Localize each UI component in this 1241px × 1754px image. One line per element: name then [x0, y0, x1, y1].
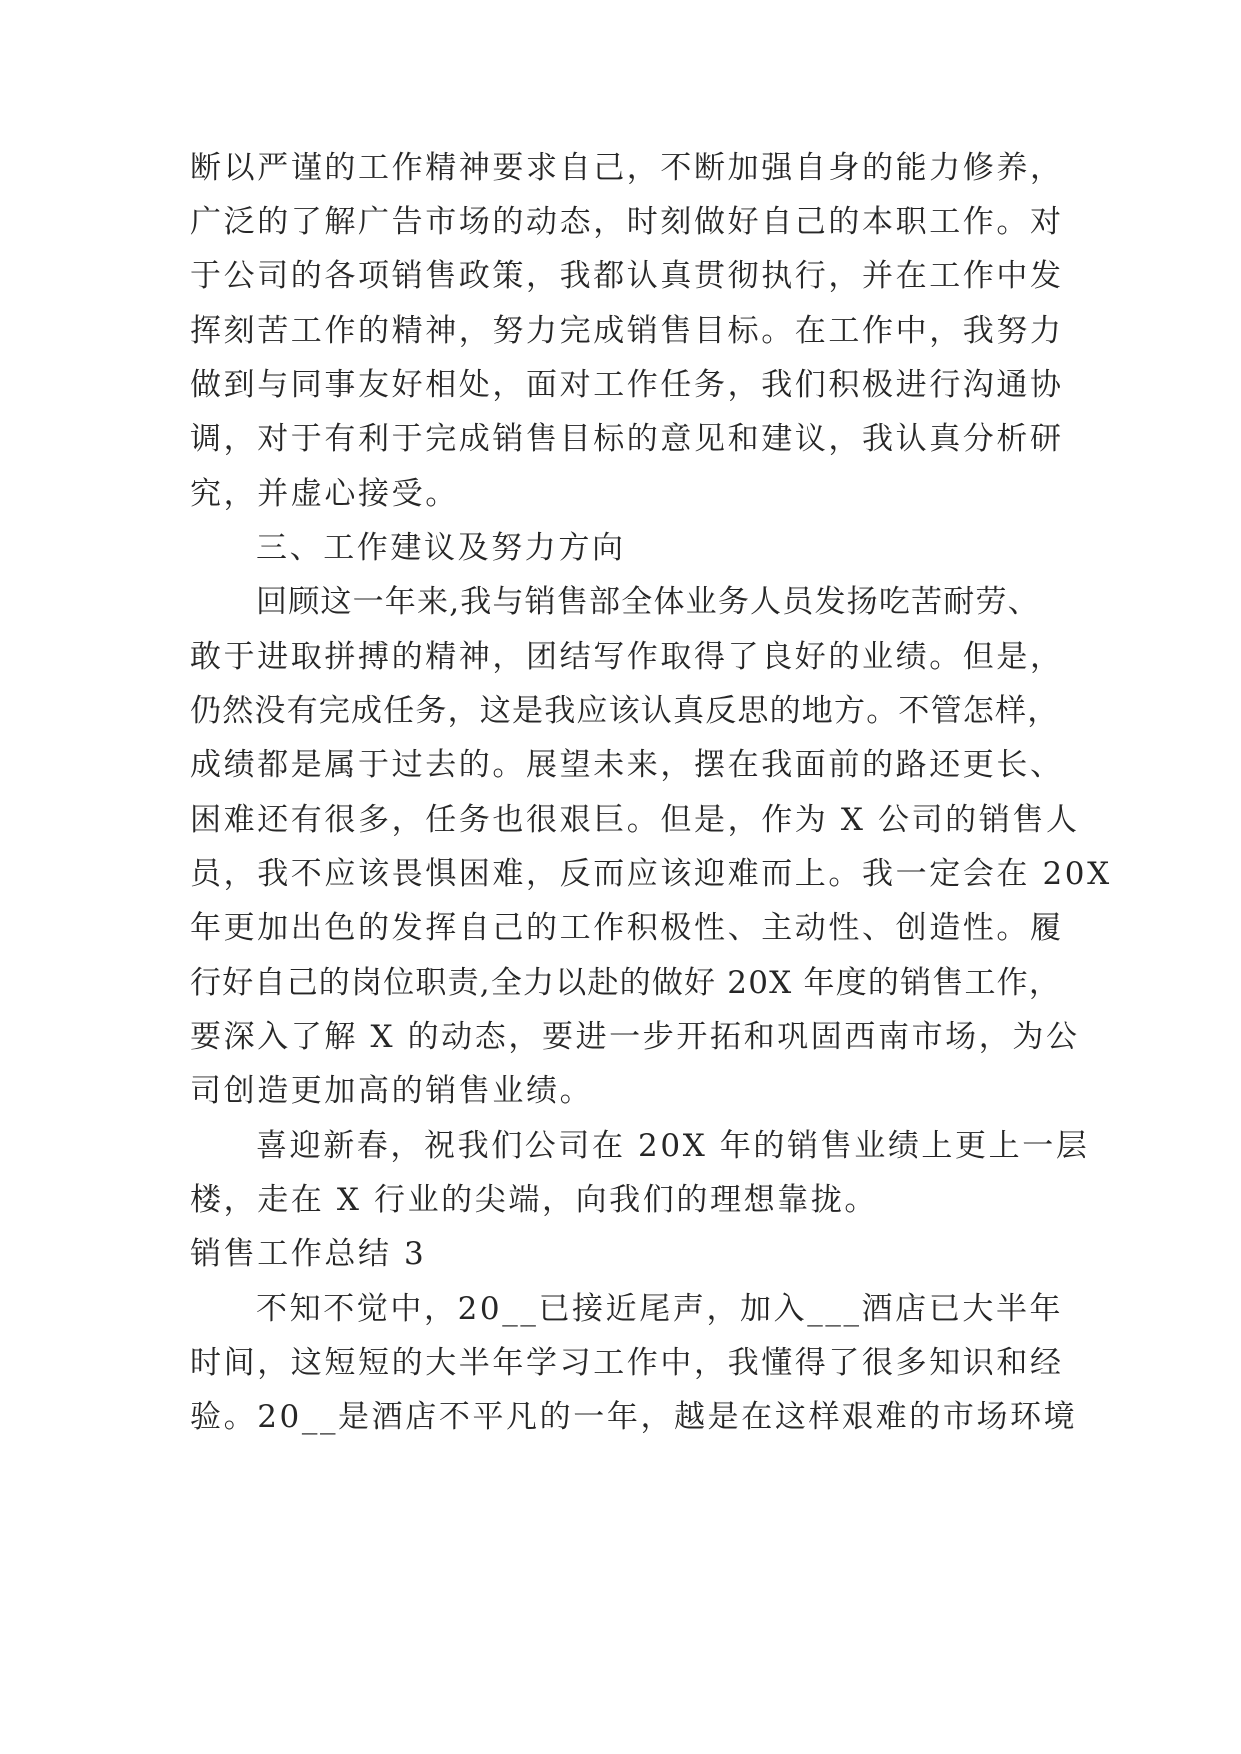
body-text-line: 挥刻苦工作的精神，努力完成销售目标。在工作中，我努力: [190, 313, 1064, 349]
body-text-line: 广泛的了解广告市场的动态，时刻做好自己的本职工作。对: [190, 204, 1064, 240]
body-text-line: 困难还有很多，任务也很艰巨。但是，作为 X 公司的销售人: [190, 802, 1080, 838]
body-text-line: 员，我不应该畏惧困难，反而应该迎难而上。我一定会在 20X: [190, 856, 1112, 892]
body-text-line: 喜迎新春，祝我们公司在 20X 年的销售业绩上更上一层: [256, 1128, 1090, 1164]
body-text-line: 于公司的各项销售政策，我都认真贯彻执行，并在工作中发: [190, 258, 1064, 294]
body-text-line: 不知不觉中，20__已接近尾声，加入___酒店已大半年: [256, 1291, 1064, 1327]
body-text-line: 年更加出色的发挥自己的工作积极性、主动性、创造性。履: [190, 910, 1064, 946]
body-text-line: 究，并虚心接受。: [190, 476, 459, 512]
body-text-line: 验。20__是酒店不平凡的一年，越是在这样艰难的市场环境: [190, 1399, 1078, 1435]
body-text-line: 做到与同事友好相处，面对工作任务，我们积极进行沟通协: [190, 367, 1064, 403]
section-title: 销售工作总结 3: [190, 1236, 427, 1272]
body-text-line: 时间，这短短的大半年学习工作中，我懂得了很多知识和经: [190, 1345, 1064, 1381]
body-text-line: 仍然没有完成任务，这是我应该认真反思的地方。不管怎样，: [190, 693, 1060, 729]
body-text-line: 楼，走在 X 行业的尖端，向我们的理想靠拢。: [190, 1182, 878, 1218]
body-text-line: 要深入了解 X 的动态，要进一步开拓和巩固西南市场，为公: [190, 1019, 1080, 1055]
body-text-line: 调，对于有利于完成销售目标的意见和建议，我认真分析研: [190, 421, 1064, 457]
body-text-line: 回顾这一年来,我与销售部全体业务人员发扬吃苦耐劳、: [256, 584, 1040, 620]
section-heading: 三、工作建议及努力方向: [256, 530, 626, 566]
body-text-line: 司创造更加高的销售业绩。: [190, 1073, 594, 1109]
body-text-line: 成绩都是属于过去的。展望未来，摆在我面前的路还更长、: [190, 747, 1064, 783]
body-text-line: 断以严谨的工作精神要求自己，不断加强自身的能力修养，: [190, 150, 1064, 186]
body-text-line: 行好自己的岗位职责,全力以赴的做好 20X 年度的销售工作，: [190, 965, 1062, 1001]
body-text-line: 敢于进取拼搏的精神，团结写作取得了良好的业绩。但是，: [190, 639, 1064, 675]
